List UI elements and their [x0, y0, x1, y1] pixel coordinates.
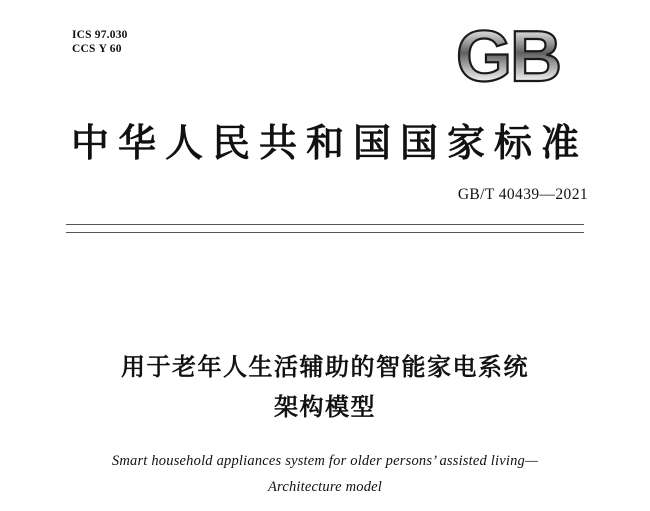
- svg-text:GB: GB: [456, 18, 560, 96]
- divider-bottom: [66, 232, 584, 233]
- classification-codes: [72, 28, 128, 57]
- document-title-cn: [0, 348, 650, 428]
- gb-logo-icon: [428, 18, 588, 96]
- document-title-cn-line2: 架构模型: [274, 395, 376, 421]
- ics-code-value: 97.030: [94, 29, 128, 41]
- document-title-en-line1: Smart household appliances system for older persons’ assisted living—: [111, 453, 539, 469]
- document-title-en: [0, 448, 650, 500]
- standard-org-title: 中华人民共和国国家标准: [70, 123, 588, 165]
- ccs-code-value: Y 60: [98, 43, 122, 56]
- document-title-en-line2: Architecture model: [267, 479, 383, 495]
- document-title-cn-line1: 用于老年人生活辅助的智能家电系统: [121, 355, 529, 381]
- ics-code-line: [72, 28, 128, 42]
- standard-number: GB/T 40439—2021: [457, 186, 588, 203]
- divider-top: [66, 224, 584, 225]
- ccs-code-label: CCS: [72, 43, 96, 56]
- ics-code-label: ICS: [72, 29, 92, 41]
- ccs-code-line: [72, 42, 128, 56]
